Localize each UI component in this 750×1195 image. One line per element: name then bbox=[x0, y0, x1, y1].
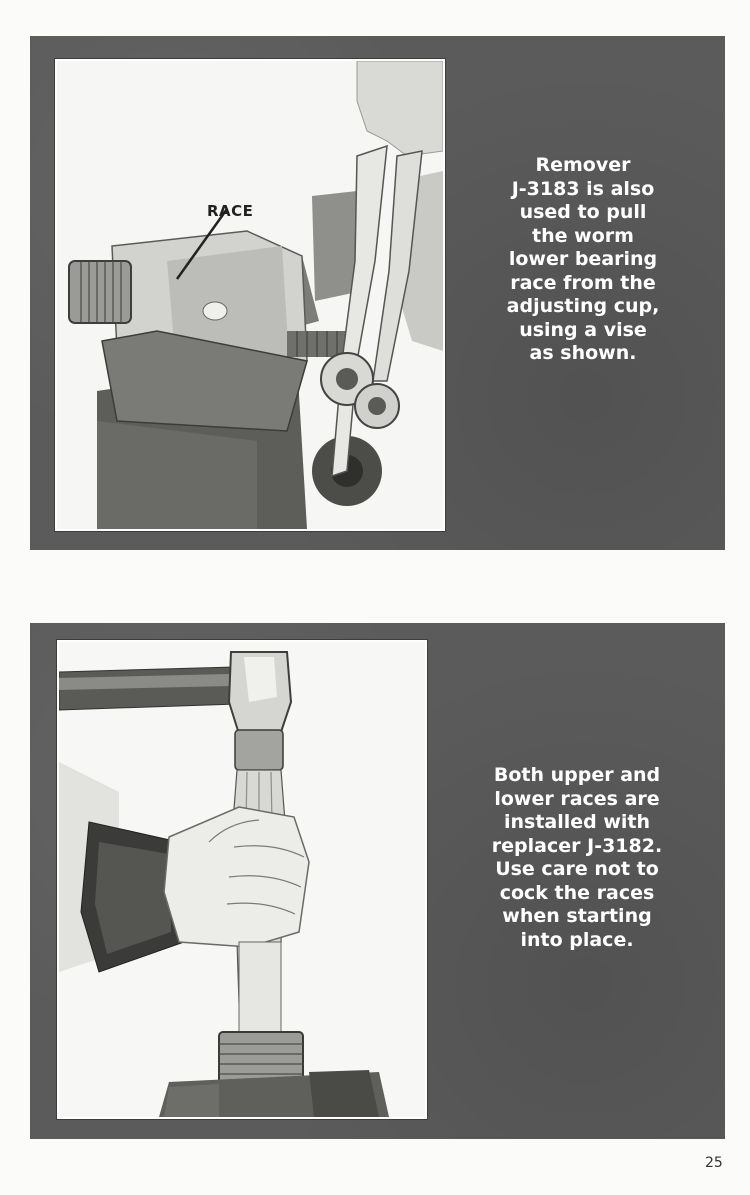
caption-line: the worm bbox=[532, 224, 634, 247]
photo-race-installation-hammer bbox=[57, 640, 427, 1119]
caption-line: installed with bbox=[503, 811, 651, 833]
caption-line: J-3183 is also bbox=[511, 177, 655, 200]
caption-line: Remover bbox=[535, 154, 631, 176]
caption-line: using a vise bbox=[519, 318, 647, 341]
caption-line: Both upper and bbox=[493, 764, 661, 786]
caption-line: lower races are bbox=[494, 787, 660, 810]
photo-race-removal-vise bbox=[55, 59, 445, 531]
caption-line: used to pull bbox=[519, 201, 647, 223]
caption-line: adjusting cup, bbox=[506, 295, 660, 317]
caption-line: into place. bbox=[520, 928, 634, 951]
caption-line: Use care not to bbox=[495, 858, 659, 880]
page-number: 25 bbox=[705, 1155, 723, 1171]
caption-line: as shown. bbox=[529, 342, 637, 364]
caption-line: when starting bbox=[502, 905, 652, 927]
caption-line: race from the bbox=[510, 271, 656, 294]
caption-line: cock the races bbox=[499, 881, 655, 904]
hammer-illustration bbox=[59, 642, 425, 1117]
figure-panel-race-installation bbox=[30, 623, 725, 1139]
caption-line: lower bearing bbox=[508, 248, 658, 270]
figure-panel-race-removal bbox=[30, 36, 725, 550]
caption-line: replacer J-3182. bbox=[491, 834, 663, 857]
caption-race-installation bbox=[472, 764, 682, 952]
caption-race-removal bbox=[488, 154, 678, 366]
race-label: RACE bbox=[207, 202, 254, 220]
vise-illustration bbox=[57, 61, 443, 529]
